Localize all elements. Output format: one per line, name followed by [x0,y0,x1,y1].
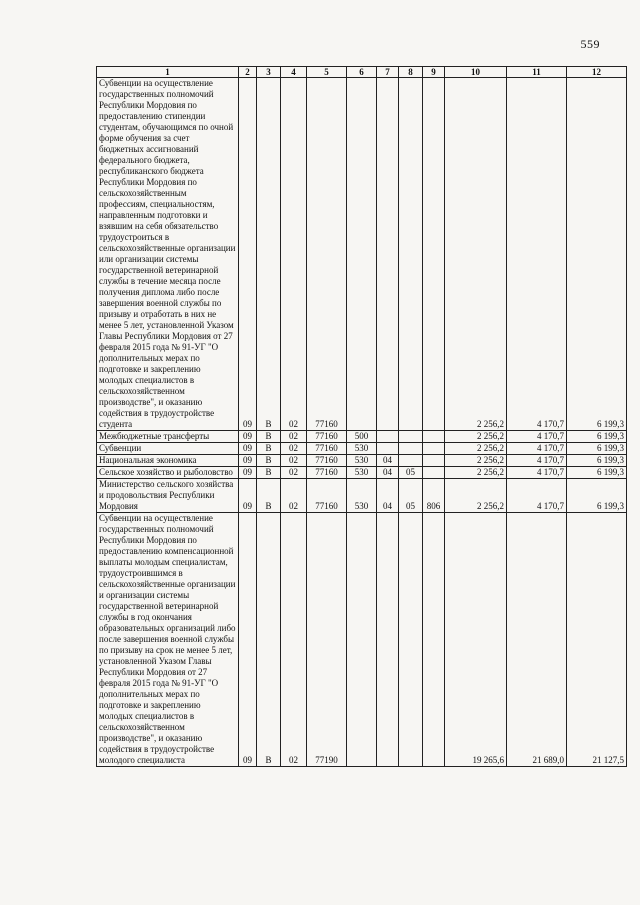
row-name: Министерство сельского хозяйства и продовольствия Республики Мордовия [97,479,239,513]
cell-c11: 4 170,7 [507,443,567,455]
cell-c5: 77160 [307,479,347,513]
cell-c4: 02 [281,513,307,767]
cell-c7 [377,78,399,431]
cell-c11: 21 689,0 [507,513,567,767]
cell-c6: 530 [347,455,377,467]
column-header: 5 [307,67,347,78]
cell-c3: В [257,455,281,467]
row-name: Субвенции [97,443,239,455]
cell-c3: В [257,431,281,443]
column-header: 12 [567,67,627,78]
cell-c2: 09 [239,455,257,467]
column-header: 6 [347,67,377,78]
cell-c7: 04 [377,467,399,479]
cell-c6: 530 [347,443,377,455]
budget-table [96,66,627,767]
table-row [97,78,627,431]
cell-c8: 05 [399,467,423,479]
cell-c2: 09 [239,431,257,443]
cell-c3: В [257,443,281,455]
cell-c12: 6 199,3 [567,455,627,467]
cell-c2: 09 [239,467,257,479]
cell-c12: 6 199,3 [567,443,627,455]
cell-c10: 2 256,2 [445,467,507,479]
cell-c11: 4 170,7 [507,431,567,443]
cell-c4: 02 [281,467,307,479]
cell-c12: 6 199,3 [567,431,627,443]
row-name: Субвенции на осуществление государственных полномочий Республики Мордовия по предоставлению стипендии студентам, обучающимся по очной форме обучения за счет бюджетных ассигнований федерального бюджета, республиканского бюджета Республики Мордовия по сельскохозяйственным профессиям, специальностям, направленным подготовки и взявшим на себя обязательство трудоустроиться в сельскохозяйственные организации или организации системы государственной ветеринарной службы в течение месяца после получения диплома либо после завершения военной службы по призыву и отработать в них не менее 5 лет, установленной Указом Главы Республики Мордовия от 27 февраля 2015 года № 91-УГ "О дополнительных мерах по подготовке и закреплению молодых специалистов в сельскохозяйственном производстве", и оказанию содействия в трудоустройстве студента [97,78,239,431]
cell-c12: 6 199,3 [567,78,627,431]
table-row [97,431,627,443]
cell-c7: 04 [377,479,399,513]
cell-c7: 04 [377,455,399,467]
cell-c11: 4 170,7 [507,479,567,513]
cell-c6: 530 [347,467,377,479]
cell-c7 [377,431,399,443]
cell-c3: В [257,513,281,767]
column-header: 4 [281,67,307,78]
cell-c11: 4 170,7 [507,467,567,479]
table-row [97,455,627,467]
table-row [97,467,627,479]
cell-c10: 19 265,6 [445,513,507,767]
cell-c4: 02 [281,431,307,443]
cell-c10: 2 256,2 [445,78,507,431]
cell-c5: 77160 [307,467,347,479]
cell-c5: 77160 [307,443,347,455]
row-name: Субвенции на осуществление государственных полномочий Республики Мордовия по предоставлению компенсационной выплаты молодым специалистам, трудоустроившимся в сельскохозяйственные организации и организации системы государственной ветеринарной службы в год окончания образовательных организаций либо после завершения военной службы по призыву на срок не менее 5 лет, установленной Указом Главы Республики Мордовия от 27 февраля 2015 года № 91-УГ "О дополнительных мерах по подготовке и закреплению молодых специалистов в сельскохозяйственном производстве", и оказанию содействия в трудоустройстве молодого специалиста [97,513,239,767]
cell-c8: 05 [399,479,423,513]
cell-c9 [423,455,445,467]
cell-c2: 09 [239,443,257,455]
cell-c10: 2 256,2 [445,455,507,467]
cell-c8 [399,78,423,431]
table-row [97,479,627,513]
cell-c6 [347,513,377,767]
cell-c5: 77190 [307,513,347,767]
cell-c7 [377,513,399,767]
cell-c6: 500 [347,431,377,443]
cell-c4: 02 [281,455,307,467]
cell-c6 [347,78,377,431]
cell-c9 [423,78,445,431]
cell-c3: В [257,78,281,431]
cell-c5: 77160 [307,431,347,443]
table-row [97,513,627,767]
cell-c11: 4 170,7 [507,455,567,467]
cell-c9: 806 [423,479,445,513]
page-number: 559 [580,37,600,51]
cell-c9 [423,431,445,443]
cell-c3: В [257,467,281,479]
cell-c12: 6 199,3 [567,479,627,513]
cell-c6: 530 [347,479,377,513]
row-name: Межбюджетные трансферты [97,431,239,443]
cell-c2: 09 [239,479,257,513]
cell-c2: 09 [239,513,257,767]
cell-c4: 02 [281,479,307,513]
cell-c10: 2 256,2 [445,479,507,513]
cell-c7 [377,443,399,455]
cell-c2: 09 [239,78,257,431]
cell-c9 [423,513,445,767]
cell-c3: В [257,479,281,513]
column-header: 7 [377,67,399,78]
row-name: Сельское хозяйство и рыболовство [97,467,239,479]
cell-c10: 2 256,2 [445,431,507,443]
cell-c8 [399,443,423,455]
cell-c8 [399,431,423,443]
column-header: 10 [445,67,507,78]
row-name: Национальная экономика [97,455,239,467]
cell-c10: 2 256,2 [445,443,507,455]
header-row [97,67,627,78]
cell-c4: 02 [281,78,307,431]
column-header: 8 [399,67,423,78]
cell-c9 [423,467,445,479]
cell-c5: 77160 [307,455,347,467]
cell-c11: 4 170,7 [507,78,567,431]
table-row [97,443,627,455]
column-header: 1 [97,67,239,78]
cell-c12: 21 127,5 [567,513,627,767]
column-header: 11 [507,67,567,78]
column-header: 9 [423,67,445,78]
column-header: 3 [257,67,281,78]
cell-c4: 02 [281,443,307,455]
column-header: 2 [239,67,257,78]
cell-c8 [399,513,423,767]
cell-c5: 77160 [307,78,347,431]
cell-c12: 6 199,3 [567,467,627,479]
cell-c9 [423,443,445,455]
cell-c8 [399,455,423,467]
